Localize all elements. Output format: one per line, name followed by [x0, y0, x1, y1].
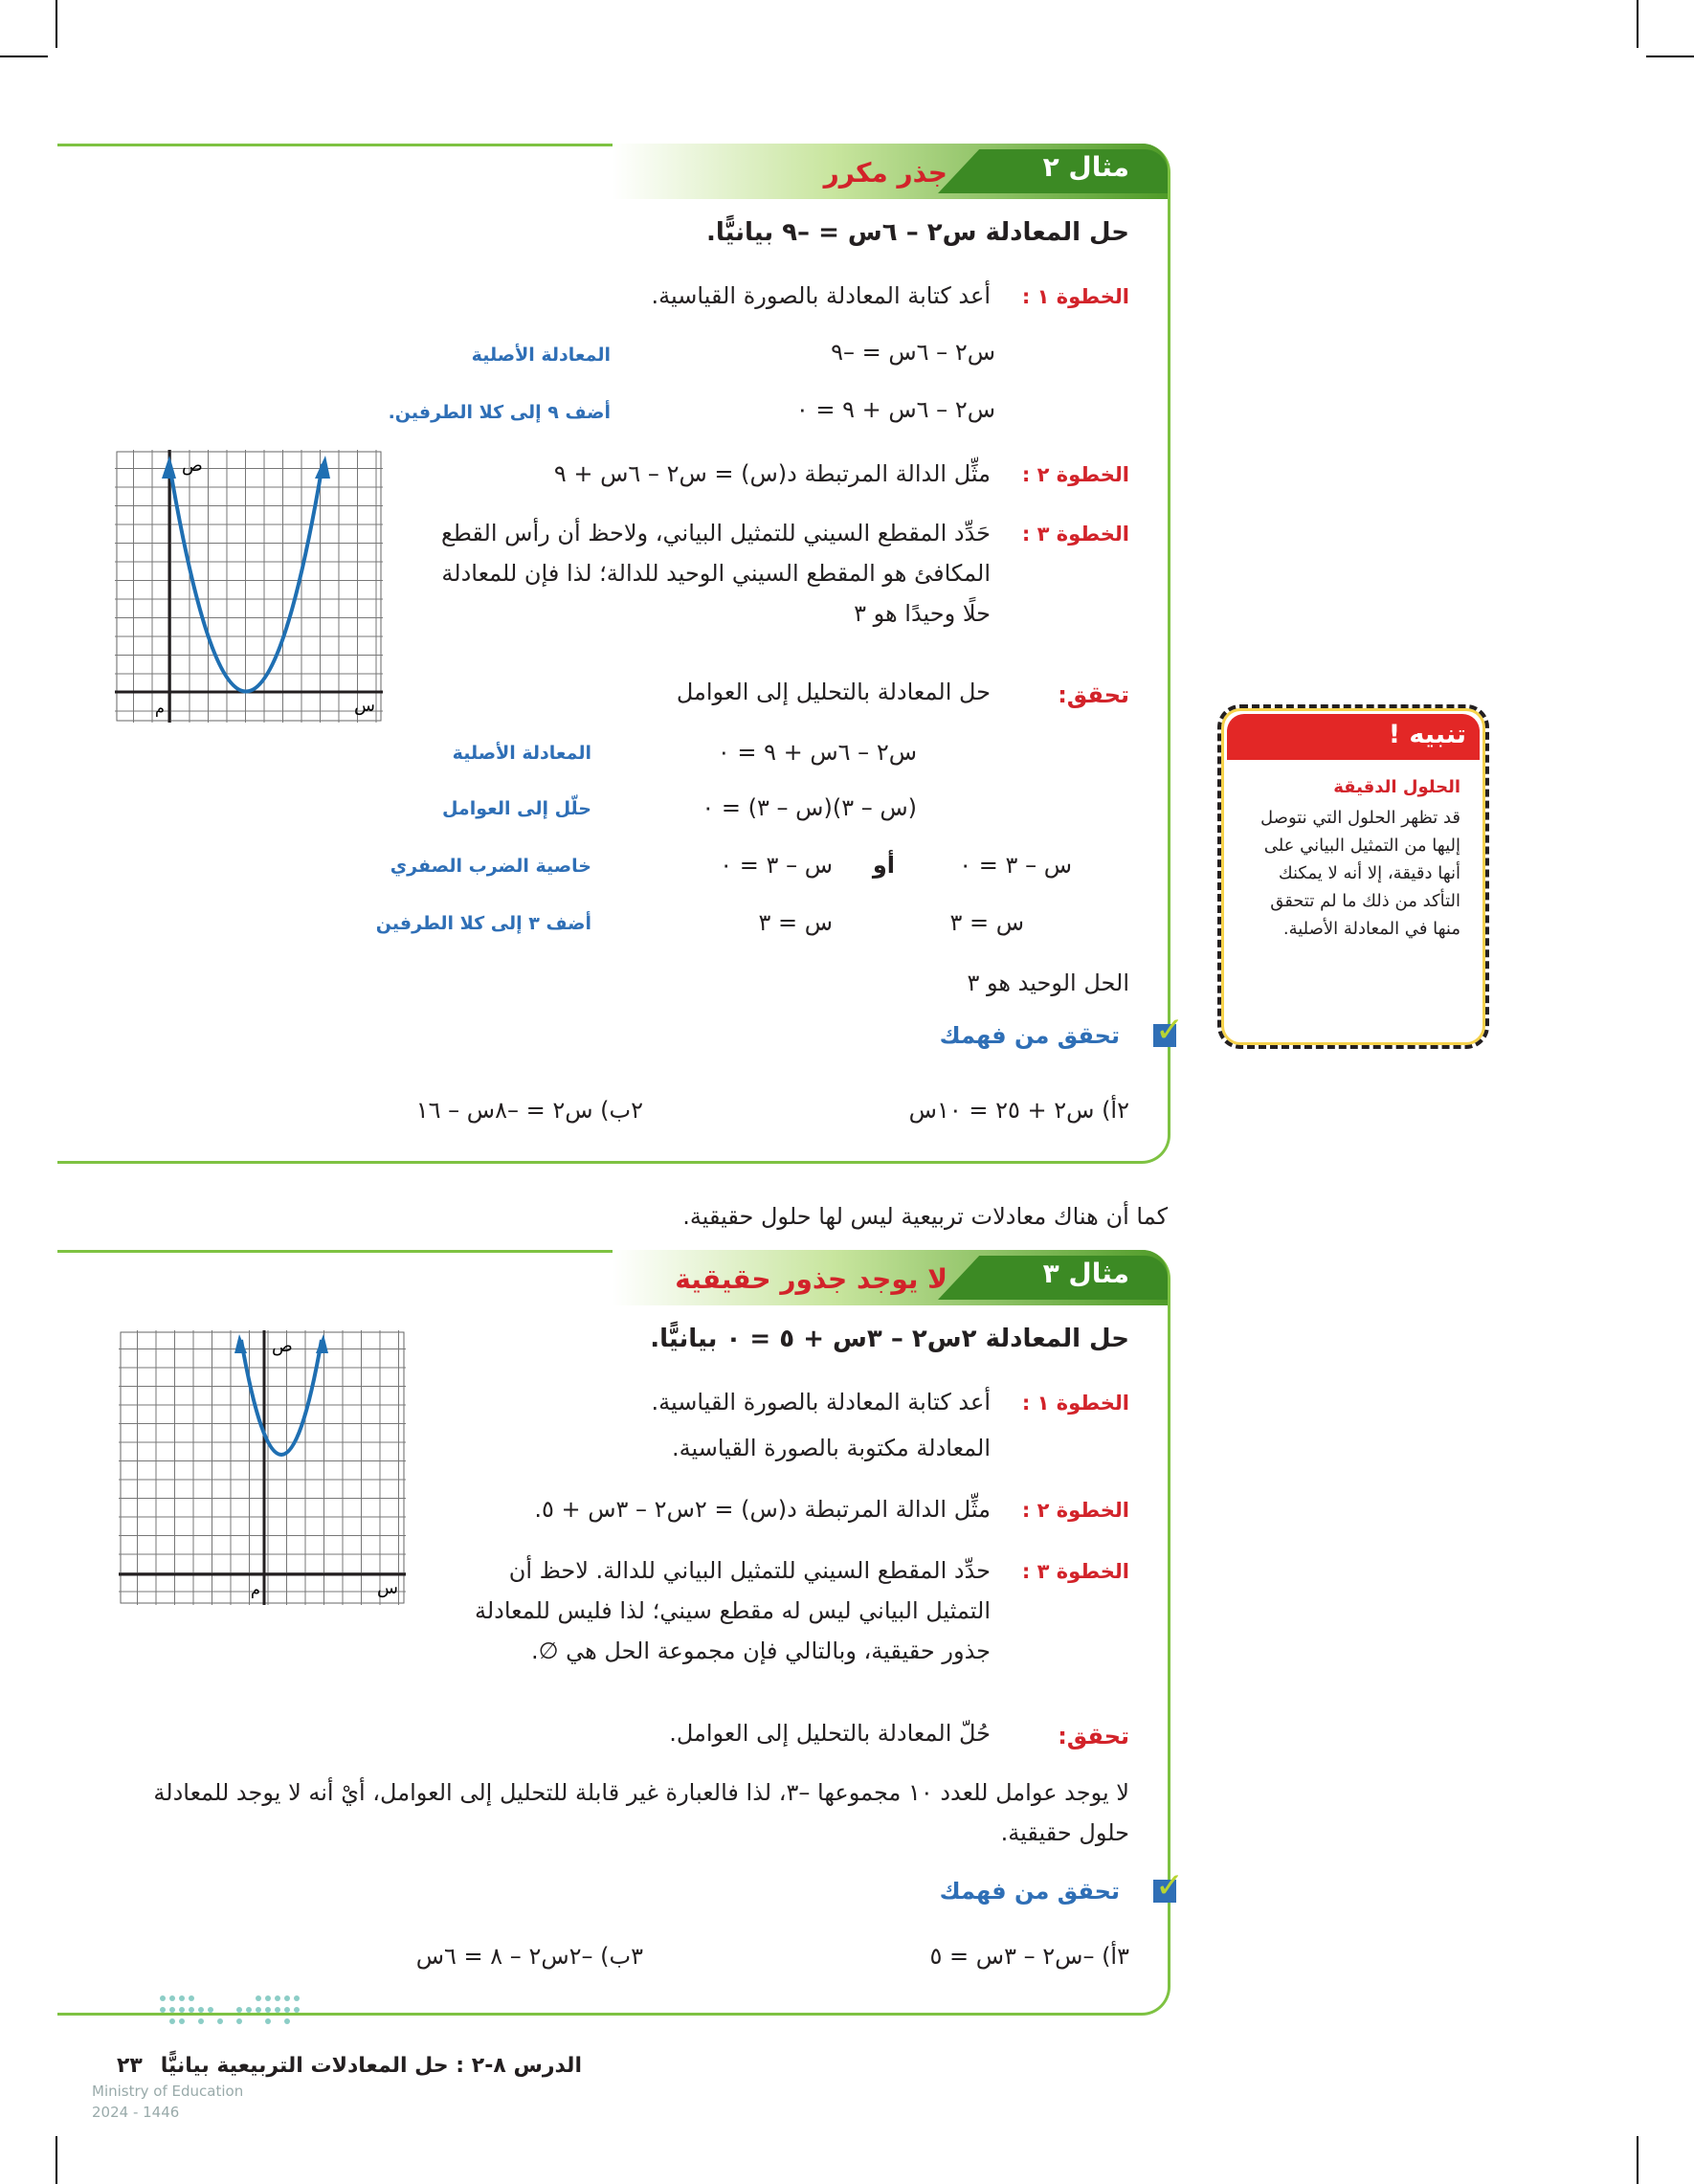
grid: [117, 452, 381, 721]
exercise-3b[interactable]: ٣ب) –٢س٢ – ٨ = ٦س: [415, 1943, 643, 1970]
graph-origin-label: م: [155, 699, 165, 717]
warning-header: [1227, 714, 1480, 760]
step-1-text: أعد كتابة المعادلة بالصورة القياسية.: [651, 282, 991, 309]
step-3-text: حَدِّد المقطع السيني للتمثيل البياني، ولاحظ أن رأس القطع المكافئ هو المقطع السيني الوحيد للدالة؛ لذا فإن للمعادلة حلًا وحيدًا هو ٣: [440, 520, 991, 627]
step-2-label: الخطوة ٢ :: [1021, 1499, 1129, 1522]
graph-repeated-root: [115, 450, 383, 723]
exercise-2a[interactable]: ٢أ) س٢ + ٢٥ = ١٠س: [908, 1097, 1129, 1124]
step-2-label: الخطوة ٢ :: [1021, 463, 1129, 486]
example-2-title: جذر مكرر: [823, 157, 947, 189]
equation-note: المعادلة الأصلية: [471, 345, 611, 366]
graph-y-label: ص: [272, 1336, 293, 1356]
example-2-tab-label: مثال ٢: [1042, 151, 1129, 183]
footer-lesson: الدرس ٨-٢ : حل المعادلات التربيعية بيانيًّا: [160, 2054, 582, 2078]
step-1-label: الخطوة ١ :: [1021, 285, 1129, 308]
example-3-tab-label: مثال ٣: [1042, 1258, 1129, 1289]
step-3-label: الخطوة ٣ :: [1021, 523, 1129, 546]
check-eq-2: (س – ٣)(س – ٣) = ٠: [702, 794, 917, 821]
crop-mark: [0, 56, 48, 57]
crop-mark: [56, 0, 57, 48]
equation-standard: س٢ – ٦س + ٩ = ٠: [795, 396, 995, 423]
check-eq-or: أو: [872, 852, 895, 879]
graph-x-label: س: [377, 1578, 398, 1598]
exercise-3a[interactable]: ٣أ) –س٢ – ٣س = ٥: [929, 1943, 1129, 1970]
check-understanding-icon: [1153, 1024, 1176, 1047]
equation-note: أضف ٩ إلى كلا الطرفين.: [388, 402, 611, 423]
check-eq-4a: س = ٣: [949, 909, 1024, 936]
check-label: تحقق:: [1058, 681, 1129, 708]
graph-origin-label: م: [251, 1580, 260, 1598]
check-eq-1: س٢ – ٦س + ٩ = ٠: [717, 739, 917, 766]
equation-original: س٢ – ٦س = –٩: [831, 339, 995, 366]
exercise-2b[interactable]: ٢ب) س٢ = –٨س – ١٦: [415, 1097, 643, 1124]
graph-no-real-roots: [119, 1330, 406, 1605]
arrow-head: [315, 456, 330, 479]
year-text: 2024 - 1446: [92, 2104, 180, 2121]
intro-text: كما أن هناك معادلات تربيعية ليس لها حلول حقيقية.: [682, 1203, 1168, 1230]
check-eq-3b: س – ٣ = ٠: [720, 852, 833, 879]
crop-mark: [56, 2136, 57, 2184]
crop-mark: [1637, 0, 1638, 48]
arrow-head: [234, 1334, 247, 1353]
check-note-1: المعادلة الأصلية: [452, 743, 591, 764]
step-1-label: الخطوة ١ :: [1021, 1392, 1129, 1415]
check-text: حُلّ المعادلة بالتحليل إلى العوامل.: [669, 1720, 991, 1747]
conclusion-text: الحل الوحيد هو ٣: [967, 969, 1129, 996]
check-text: حل المعادلة بالتحليل إلى العوامل: [676, 679, 991, 705]
warning-box: [1217, 704, 1489, 1049]
example-3-question: حل المعادلة ٢س٢ – ٣س + ٥ = ٠ بيانيًّا.: [650, 1325, 1129, 1353]
check-eq-3a: س – ٣ = ٠: [959, 852, 1072, 879]
arrow-head: [316, 1334, 328, 1353]
crop-mark: [1646, 56, 1694, 57]
check-note-4: أضف ٣ إلى كلا الطرفين: [375, 913, 591, 934]
no-factors-text: لا يوجد عوامل للعدد ١٠ مجموعها –٣، لذا فالعبارة غير قابلة للتحليل إلى العوامل، أيْ أنه لا يوجد للمعادلة حلول حقيقية.: [153, 1779, 1129, 1846]
step-1-text: أعد كتابة المعادلة بالصورة القياسية.: [651, 1389, 991, 1415]
graph-x-label: س: [354, 696, 375, 716]
crop-mark: [1637, 2136, 1638, 2184]
check-note-3: خاصية الضرب الصفري: [390, 856, 591, 877]
step-3-text: حدِّد المقطع السيني للتمثيل البياني للدالة. لاحظ أن التمثيل البياني ليس له مقطع سيني؛ لذا فليس للمعادلة جذور حقيقية، وبالتالي فإن مجموعة الحل هي ∅.: [475, 1557, 991, 1664]
example-2-question: حل المعادلة س٢ – ٦س = –٩ بيانيًّا.: [705, 218, 1129, 247]
page-number: ٢٣: [117, 2054, 143, 2078]
step-1-text-2: المعادلة مكتوبة بالصورة القياسية.: [672, 1435, 991, 1461]
check-note-2: حلّل إلى العوامل: [441, 798, 591, 819]
check-understanding-label: تحقق من فهمك: [939, 1878, 1120, 1905]
arrow-head: [162, 456, 176, 479]
check-label: تحقق:: [1058, 1723, 1129, 1749]
parabola-curve: [241, 1340, 322, 1455]
warning-subtitle: الحلول الدقيقة: [1333, 777, 1460, 797]
check-understanding-icon: [1153, 1880, 1176, 1903]
warning-body: قد تظهر الحلول التي نتوصل إليها من التمثيل البياني على أنها دقيقة، إلا أنه لا يمكنك التأكد من ذلك ما لم تتحقق منها في المعادلة الأصلية.: [1260, 808, 1460, 939]
step-2-text: مثِّل الدالة المرتبطة د(س) = ٢س٢ – ٣س + ٥.: [534, 1496, 991, 1523]
check-eq-4b: س = ٣: [758, 909, 833, 936]
graph-y-label: ص: [182, 456, 203, 476]
warning-title: تنبيه !: [1388, 720, 1466, 749]
step-2-text: مثِّل الدالة المرتبطة د(س) = س٢ – ٦س + ٩: [553, 460, 991, 487]
check-understanding-label: تحقق من فهمك: [939, 1022, 1120, 1049]
step-3-label: الخطوة ٣ :: [1021, 1560, 1129, 1583]
example-3-title: لا يوجد جذور حقيقية: [675, 1263, 947, 1295]
ministry-logo: [153, 1989, 316, 2033]
ministry-text: Ministry of Education: [92, 2083, 244, 2100]
